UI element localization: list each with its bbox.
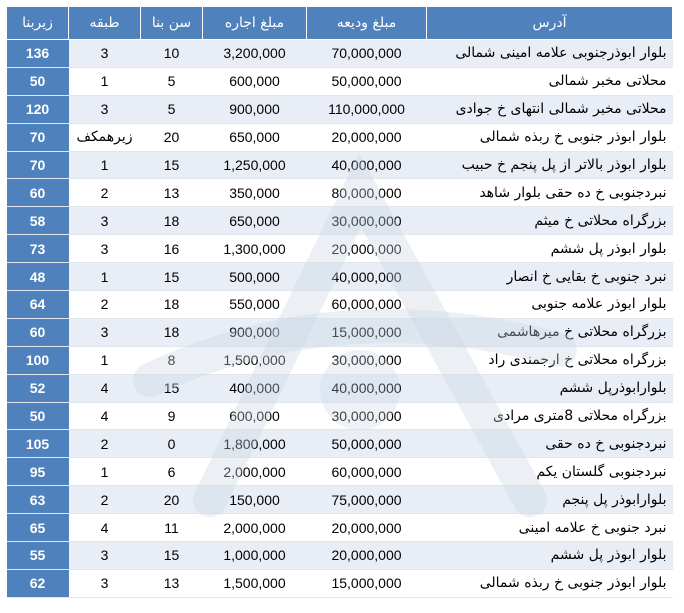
header-deposit: مبلغ ودیعه xyxy=(307,7,427,40)
cell-rent: 150,000 xyxy=(203,486,307,514)
table-row xyxy=(7,346,673,374)
cell-area: 136 xyxy=(7,40,69,68)
cell-floor: 3 xyxy=(69,207,141,235)
cell-area: 62 xyxy=(7,569,69,597)
cell-area: 60 xyxy=(7,318,69,346)
cell-rent: 1,500,000 xyxy=(203,569,307,597)
header-floor: طبقه xyxy=(69,7,141,40)
cell-address: بزرگراه محلاتی خ میثم xyxy=(427,207,673,235)
cell-area: 70 xyxy=(7,151,69,179)
table-row xyxy=(7,430,673,458)
cell-deposit: 15,000,000 xyxy=(307,569,427,597)
cell-deposit: 40,000,000 xyxy=(307,263,427,291)
cell-building-age: 20 xyxy=(141,123,203,151)
cell-rent: 1,800,000 xyxy=(203,430,307,458)
cell-deposit: 70,000,000 xyxy=(307,40,427,68)
cell-address: بلوار ابوذرجنوبی علامه امینی شمالی xyxy=(427,40,673,68)
cell-building-age: 8 xyxy=(141,346,203,374)
cell-rent: 900,000 xyxy=(203,95,307,123)
table-row xyxy=(7,514,673,542)
table-row xyxy=(7,207,673,235)
cell-deposit: 15,000,000 xyxy=(307,318,427,346)
cell-floor: 1 xyxy=(69,458,141,486)
cell-building-age: 16 xyxy=(141,235,203,263)
cell-address: بلوار ابوذر بالاتر از پل پنجم خ حبیب xyxy=(427,151,673,179)
cell-floor: 3 xyxy=(69,235,141,263)
cell-building-age: 15 xyxy=(141,542,203,570)
table-row xyxy=(7,95,673,123)
cell-address: نبرد جنوبی خ بقایی خ انصار xyxy=(427,263,673,291)
cell-rent: 600,000 xyxy=(203,402,307,430)
cell-floor: 2 xyxy=(69,179,141,207)
table-row xyxy=(7,235,673,263)
cell-area: 65 xyxy=(7,514,69,542)
header-rent: مبلغ اجاره xyxy=(203,7,307,40)
cell-floor: 3 xyxy=(69,318,141,346)
cell-area: 50 xyxy=(7,67,69,95)
cell-building-age: 18 xyxy=(141,318,203,346)
cell-floor: 1 xyxy=(69,263,141,291)
cell-rent: 1,000,000 xyxy=(203,542,307,570)
header-area: زیربنا xyxy=(7,7,69,40)
cell-deposit: 20,000,000 xyxy=(307,514,427,542)
cell-building-age: 6 xyxy=(141,458,203,486)
cell-building-age: 9 xyxy=(141,402,203,430)
cell-area: 105 xyxy=(7,430,69,458)
cell-deposit: 50,000,000 xyxy=(307,430,427,458)
cell-building-age: 18 xyxy=(141,291,203,319)
cell-rent: 3,200,000 xyxy=(203,40,307,68)
cell-address: نبردجنوبی گلستان یکم xyxy=(427,458,673,486)
cell-area: 52 xyxy=(7,374,69,402)
cell-floor: 3 xyxy=(69,95,141,123)
cell-floor: 4 xyxy=(69,402,141,430)
cell-area: 50 xyxy=(7,402,69,430)
cell-address: بزرگراه محلاتی خ ارجمندی راد xyxy=(427,346,673,374)
cell-deposit: 80,000,000 xyxy=(307,179,427,207)
cell-floor: 1 xyxy=(69,67,141,95)
header-row xyxy=(7,7,673,40)
cell-building-age: 5 xyxy=(141,95,203,123)
cell-deposit: 50,000,000 xyxy=(307,67,427,95)
cell-deposit: 40,000,000 xyxy=(307,374,427,402)
cell-area: 70 xyxy=(7,123,69,151)
cell-building-age: 15 xyxy=(141,151,203,179)
cell-rent: 600,000 xyxy=(203,67,307,95)
cell-address: بلوار ابوذر جنوبی خ ربذه شمالی xyxy=(427,569,673,597)
cell-floor: زیرهمکف xyxy=(69,123,141,151)
cell-floor: 2 xyxy=(69,486,141,514)
cell-building-age: 10 xyxy=(141,40,203,68)
table-row xyxy=(7,318,673,346)
table-row xyxy=(7,374,673,402)
cell-deposit: 30,000,000 xyxy=(307,402,427,430)
cell-address: محلاتی مخبر شمالی انتهای خ جوادی xyxy=(427,95,673,123)
table-row xyxy=(7,291,673,319)
cell-area: 60 xyxy=(7,179,69,207)
cell-rent: 550,000 xyxy=(203,291,307,319)
cell-area: 58 xyxy=(7,207,69,235)
table-row xyxy=(7,151,673,179)
cell-floor: 2 xyxy=(69,430,141,458)
cell-address: بلوارابوذر پل پنجم xyxy=(427,486,673,514)
cell-address: نبردجنوبی خ ده حقی xyxy=(427,430,673,458)
cell-address: بلوارابوذرپل ششم xyxy=(427,374,673,402)
cell-area: 48 xyxy=(7,263,69,291)
cell-floor: 3 xyxy=(69,542,141,570)
header-address: آدرس xyxy=(427,7,673,40)
cell-address: محلاتی مخبر شمالی xyxy=(427,67,673,95)
cell-deposit: 60,000,000 xyxy=(307,291,427,319)
table-row xyxy=(7,458,673,486)
cell-deposit: 60,000,000 xyxy=(307,458,427,486)
cell-rent: 1,500,000 xyxy=(203,346,307,374)
cell-rent: 2,000,000 xyxy=(203,514,307,542)
cell-floor: 4 xyxy=(69,374,141,402)
cell-area: 63 xyxy=(7,486,69,514)
table-row xyxy=(7,542,673,570)
rental-listing-table xyxy=(6,6,673,598)
cell-rent: 650,000 xyxy=(203,123,307,151)
cell-building-age: 13 xyxy=(141,569,203,597)
cell-floor: 1 xyxy=(69,346,141,374)
cell-deposit: 20,000,000 xyxy=(307,235,427,263)
cell-rent: 1,250,000 xyxy=(203,151,307,179)
cell-area: 95 xyxy=(7,458,69,486)
table-row xyxy=(7,179,673,207)
table-row xyxy=(7,123,673,151)
table-row xyxy=(7,263,673,291)
cell-deposit: 30,000,000 xyxy=(307,346,427,374)
cell-deposit: 40,000,000 xyxy=(307,151,427,179)
cell-building-age: 0 xyxy=(141,430,203,458)
cell-building-age: 20 xyxy=(141,486,203,514)
cell-address: نبردجنوبی خ ده حقی بلوار شاهد xyxy=(427,179,673,207)
cell-address: بلوار ابوذر پل ششم xyxy=(427,542,673,570)
table-row xyxy=(7,486,673,514)
cell-rent: 900,000 xyxy=(203,318,307,346)
cell-deposit: 20,000,000 xyxy=(307,123,427,151)
cell-deposit: 30,000,000 xyxy=(307,207,427,235)
header-building-age: سن بنا xyxy=(141,7,203,40)
cell-area: 64 xyxy=(7,291,69,319)
cell-area: 120 xyxy=(7,95,69,123)
cell-building-age: 18 xyxy=(141,207,203,235)
cell-rent: 2,000,000 xyxy=(203,458,307,486)
cell-deposit: 75,000,000 xyxy=(307,486,427,514)
cell-deposit: 110,000,000 xyxy=(307,95,427,123)
cell-rent: 650,000 xyxy=(203,207,307,235)
cell-building-age: 13 xyxy=(141,179,203,207)
cell-address: بزرگراه محلاتی خ میرهاشمی xyxy=(427,318,673,346)
table-row xyxy=(7,569,673,597)
cell-address: بزرگراه محلاتی 8متری مرادی xyxy=(427,402,673,430)
cell-building-age: 11 xyxy=(141,514,203,542)
cell-building-age: 5 xyxy=(141,67,203,95)
cell-building-age: 15 xyxy=(141,374,203,402)
table-row xyxy=(7,40,673,68)
table-row xyxy=(7,67,673,95)
cell-building-age: 15 xyxy=(141,263,203,291)
cell-address: بلوار ابوذر پل ششم xyxy=(427,235,673,263)
cell-rent: 1,300,000 xyxy=(203,235,307,263)
cell-floor: 2 xyxy=(69,291,141,319)
cell-address: بلوار ابوذر جنوبی خ ربذه شمالی xyxy=(427,123,673,151)
cell-floor: 3 xyxy=(69,40,141,68)
table-row xyxy=(7,402,673,430)
cell-floor: 4 xyxy=(69,514,141,542)
cell-floor: 3 xyxy=(69,569,141,597)
cell-area: 100 xyxy=(7,346,69,374)
cell-area: 55 xyxy=(7,542,69,570)
cell-deposit: 20,000,000 xyxy=(307,542,427,570)
cell-area: 73 xyxy=(7,235,69,263)
cell-address: بلوار ابوذر علامه جنوبی xyxy=(427,291,673,319)
cell-rent: 350,000 xyxy=(203,179,307,207)
cell-address: نبرد جنوبی خ علامه امینی xyxy=(427,514,673,542)
cell-floor: 1 xyxy=(69,151,141,179)
cell-rent: 400,000 xyxy=(203,374,307,402)
cell-rent: 500,000 xyxy=(203,263,307,291)
